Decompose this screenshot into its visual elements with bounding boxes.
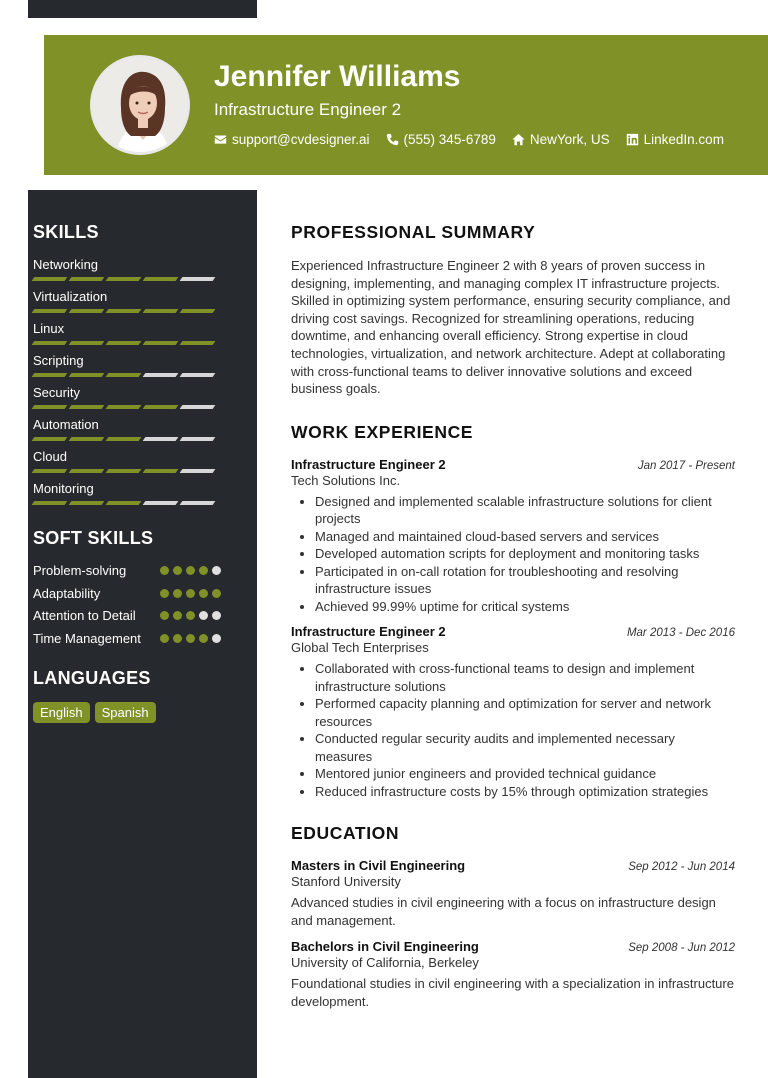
rating-dot (212, 611, 221, 620)
job-bullet: Managed and maintained cloud-based servers and services (291, 528, 735, 546)
skill-level-segment (180, 277, 216, 281)
skill-level-segment (143, 437, 179, 441)
skill-level-bar (33, 405, 233, 410)
education-entry (291, 858, 735, 929)
rating-dot (173, 634, 182, 643)
languages-list (33, 702, 233, 723)
summary-heading: PROFESSIONAL SUMMARY (291, 222, 536, 242)
skill-level-segment (180, 341, 216, 345)
soft-skill-rating (160, 566, 221, 575)
skill-name: Scripting (33, 353, 84, 368)
skill-level-segment (32, 277, 68, 281)
rating-dot (199, 634, 208, 643)
rating-dot (212, 566, 221, 575)
soft-skill-item (33, 585, 233, 603)
degree-title: Masters in Civil Engineering (291, 858, 466, 874)
skill-level-segment (180, 405, 216, 409)
skill-name: Monitoring (33, 481, 94, 496)
summary-text: Experienced Infrastructure Engineer 2 with 8 years of proven success in designing, implementing, and managing complex IT infrastructure projects. Skilled in optimizing system performance, ensuring security compliance, and driving cost savings. Recognized for streamlining operations, reducing downtime, and enhancing overall efficiency. Strong expertise in cloud technologies, virtualization, and network architecture. Adept at collaborating with cross-functional teams to deliver innovative solutions and exceed business goals. (291, 258, 731, 397)
main-content (291, 222, 735, 1010)
experience-list (291, 457, 735, 801)
soft-skill-rating (160, 634, 221, 643)
soft-skill-item (33, 562, 233, 580)
skill-level-segment (69, 277, 105, 281)
rating-dot (199, 589, 208, 598)
skill-item (33, 416, 233, 442)
skill-level-bar (33, 437, 233, 442)
skill-level-segment (69, 373, 105, 377)
skill-name: Networking (33, 257, 99, 272)
soft-skill-name: Time Management (33, 630, 141, 646)
skill-level-bar (33, 341, 233, 346)
skill-level-segment (32, 373, 68, 377)
skill-level-segment (180, 437, 216, 441)
skill-level-segment (69, 309, 105, 313)
skill-level-segment (32, 437, 68, 441)
soft-skill-name: Adaptability (33, 585, 101, 601)
rating-dot (186, 611, 195, 620)
skill-level-segment (143, 469, 179, 473)
skill-level-segment (69, 405, 105, 409)
rating-dot (212, 589, 221, 598)
school-name: University of California, Berkeley (291, 955, 479, 971)
soft-skill-rating (160, 611, 221, 620)
job-bullet: Designed and implemented scalable infrastructure solutions for client projects (291, 493, 735, 528)
skill-item (33, 320, 233, 346)
job-date: Jan 2017 - Present (637, 459, 735, 472)
languages-heading: LANGUAGES (33, 668, 151, 688)
job-bullet: Performed capacity planning and optimization for server and network resources (291, 695, 735, 730)
rating-dot (186, 566, 195, 575)
school-name: Stanford University (291, 874, 401, 890)
soft-skill-item (33, 630, 233, 648)
skill-level-bar (33, 501, 233, 506)
skill-level-segment (106, 341, 142, 345)
rating-dot (186, 589, 195, 598)
skill-level-segment (106, 437, 142, 441)
rating-dot (160, 566, 169, 575)
contact-phone-text: (555) 345-6789 (403, 132, 496, 147)
skill-level-segment (143, 341, 179, 345)
rating-dot (160, 589, 169, 598)
skill-level-segment (143, 277, 179, 281)
skill-level-segment (106, 309, 142, 313)
job-bullet: Collaborated with cross-functional teams to design and implement infrastructure solutions (291, 660, 735, 695)
skill-item (33, 480, 233, 506)
skill-item (33, 384, 233, 410)
job-header (291, 457, 735, 472)
skill-level-segment (106, 501, 142, 505)
skill-item (33, 256, 233, 282)
contact-linkedin-text: LinkedIn.com (643, 132, 724, 147)
phone-icon (386, 133, 399, 146)
job-bullets (291, 660, 735, 800)
job-company: Tech Solutions Inc. (291, 472, 401, 488)
education-date: Sep 2012 - Jun 2014 (628, 861, 735, 874)
job-bullet: Participated in on-call rotation for troubleshooting and resolving infrastructure issues (291, 563, 735, 598)
skill-name: Security (33, 385, 80, 400)
rating-dot (186, 634, 195, 643)
skill-level-segment (69, 341, 105, 345)
skill-level-segment (106, 405, 142, 409)
job-entry (291, 457, 735, 616)
skill-level-segment (69, 501, 105, 505)
envelope-icon (214, 133, 227, 146)
rating-dot (199, 566, 208, 575)
home-icon (512, 133, 525, 146)
education-date: Sep 2008 - Jun 2012 (628, 942, 735, 955)
education-header (291, 939, 735, 954)
job-date: Mar 2013 - Dec 2016 (626, 627, 735, 640)
education-heading: EDUCATION (291, 823, 400, 844)
skill-level-segment (180, 373, 216, 377)
header-banner (44, 35, 768, 175)
skills-heading: SKILLS (33, 222, 99, 242)
skill-name: Linux (33, 321, 65, 336)
rating-dot (199, 611, 208, 620)
skill-item (33, 448, 233, 474)
skill-level-segment (180, 501, 216, 505)
education-header (291, 858, 735, 873)
job-entry (291, 624, 735, 800)
rating-dot (160, 611, 169, 620)
skill-level-bar (33, 277, 233, 282)
skill-level-bar (33, 469, 233, 474)
job-bullet: Conducted regular security audits and implemented necessary measures (291, 730, 735, 765)
skill-name: Automation (33, 417, 99, 432)
job-title: Infrastructure Engineer 2 (291, 624, 446, 640)
education-entry (291, 939, 735, 1010)
soft-skill-name: Attention to Detail (33, 608, 136, 623)
skills-list (33, 256, 233, 506)
job-bullet: Achieved 99.99% uptime for critical systems (291, 598, 735, 616)
skill-level-segment (32, 309, 68, 313)
language-badge: English (33, 702, 90, 723)
soft-skills-list (33, 562, 233, 647)
skill-level-segment (32, 469, 68, 473)
skill-name: Virtualization (33, 289, 108, 304)
education-description: Advanced studies in civil engineering with a focus on infrastructure design and management. (291, 895, 716, 928)
contact-email-text: support@cvdesigner.ai (232, 132, 370, 147)
skill-level-segment (32, 501, 68, 505)
soft-skill-rating (160, 589, 221, 598)
skill-level-segment (32, 405, 68, 409)
contact-bar (214, 132, 724, 147)
contact-phone[interactable] (386, 132, 496, 147)
skill-item (33, 288, 233, 314)
contact-location (512, 132, 610, 147)
rating-dot (173, 566, 182, 575)
rating-dot (173, 611, 182, 620)
avatar (90, 55, 190, 155)
skill-level-segment (180, 309, 216, 313)
job-bullet: Mentored junior engineers and provided technical guidance (291, 765, 735, 783)
rating-dot (160, 634, 169, 643)
job-title: Infrastructure Engineer 2 (291, 456, 446, 472)
skill-level-segment (69, 437, 105, 441)
soft-skill-item (33, 607, 233, 625)
soft-skill-name: Problem-solving (33, 563, 127, 578)
skill-name: Cloud (33, 449, 67, 464)
skill-level-segment (106, 277, 142, 281)
avatar-portrait (93, 58, 190, 155)
skill-item (33, 352, 233, 378)
job-bullet: Developed automation scripts for deployment and monitoring tasks (291, 545, 735, 563)
skill-level-bar (33, 309, 233, 314)
job-bullets (291, 493, 735, 616)
skill-level-segment (32, 341, 68, 345)
candidate-name: Jennifer Williams (214, 60, 461, 93)
candidate-title: Infrastructure Engineer 2 (214, 100, 402, 119)
rating-dot (173, 589, 182, 598)
skill-level-segment (69, 469, 105, 473)
sidebar (33, 222, 233, 723)
education-description: Foundational studies in civil engineering with a specialization in infrastructure development. (291, 976, 734, 1009)
job-header (291, 624, 735, 639)
rating-dot (212, 634, 221, 643)
contact-linkedin[interactable] (626, 132, 724, 147)
skill-level-bar (33, 373, 233, 378)
contact-location-text: NewYork, US (529, 132, 610, 147)
job-bullet: Reduced infrastructure costs by 15% through optimization strategies (291, 783, 735, 801)
education-list (291, 858, 735, 1010)
soft-skills-heading: SOFT SKILLS (33, 528, 154, 548)
contact-email[interactable] (214, 132, 370, 147)
experience-heading: WORK EXPERIENCE (291, 421, 474, 442)
job-company: Global Tech Enterprises (291, 640, 429, 656)
skill-level-segment (180, 469, 216, 473)
skill-level-segment (143, 373, 179, 377)
skill-level-segment (143, 501, 179, 505)
skill-level-segment (143, 309, 179, 313)
linkedin-icon (626, 133, 639, 146)
language-badge: Spanish (95, 702, 156, 723)
skill-level-segment (106, 373, 142, 377)
skill-level-segment (106, 469, 142, 473)
skill-level-segment (143, 405, 179, 409)
degree-title: Bachelors in Civil Engineering (291, 939, 479, 955)
